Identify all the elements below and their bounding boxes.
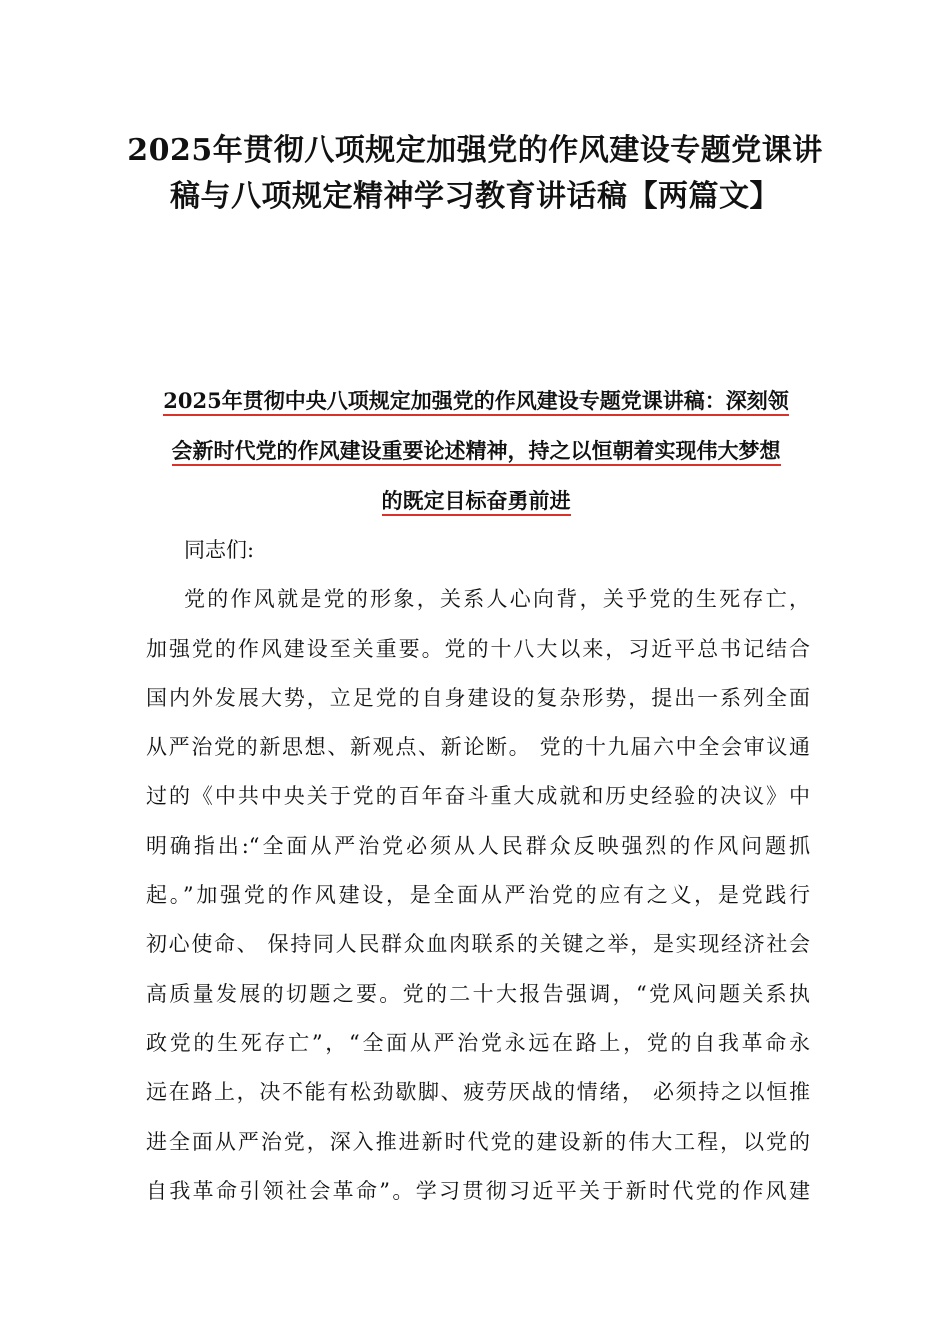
section-title-line [146,476,806,526]
body-line: 自我革命引领社会革命”。学习贯彻习近平关于新时代党的作风建 [146,1178,810,1203]
section-title [146,376,806,526]
body-line: 高质量发展的切题之要。党的二十大报告强调，“党风问题关系执 [146,981,810,1006]
body-line: 起。”加强党的作风建设，是全面从严治党的应有之义，是党践行 [146,883,810,908]
document-title-line: 稿与八项规定精神学习教育讲话稿【两篇文】 [170,179,780,214]
section-title-line [146,426,806,476]
body-text [146,526,810,1216]
body-line: 进全面从严治党，深入推进新时代党的建设新的伟大工程，以党的 [146,1129,810,1154]
body-line: 过的《中共中央关于党的百年奋斗重大成就和历史经验的决议》中 [146,784,810,809]
section-title-text: 2025年贯彻中央八项规定加强党的作风建设专题党课讲稿：深刻领 [163,388,788,416]
body-line: 初心使命、 保持同人民群众血肉联系的关键之举，是实现经济社会 [146,932,810,957]
body-line: 远在路上，决不能有松劲歇脚、疲劳厌战的情绪， 必须持之以恒推 [146,1080,810,1105]
document-title-line: 2025年贯彻八项规定加强党的作风建设专题党课讲 [127,133,823,168]
section-title-text: 的既定目标奋勇前进 [382,488,571,516]
salutation: 同志们: [184,538,255,562]
body-line: 加强党的作风建设至关重要。党的十八大以来，习近平总书记结合 [146,636,810,661]
body-line: 从严治党的新思想、新观点、新论断。 党的十九届六中全会审议通 [146,735,810,760]
body-line: 党的作风就是党的形象，关系人心向背，关乎党的生死存亡， [184,587,810,612]
body-line: 政党的生死存亡”，“全面从严治党永远在路上，党的自我革命永 [146,1030,810,1055]
section-title-line [146,376,806,426]
body-line: 明确指出:“全面从严治党必须从人民群众反映强烈的作风问题抓 [146,833,810,858]
section-title-text: 会新时代党的作风建设重要论述精神，持之以恒朝着实现伟大梦想 [172,438,781,466]
document-title [120,128,830,220]
body-line: 国内外发展大势，立足党的自身建设的复杂形势，提出一系列全面 [146,685,810,710]
